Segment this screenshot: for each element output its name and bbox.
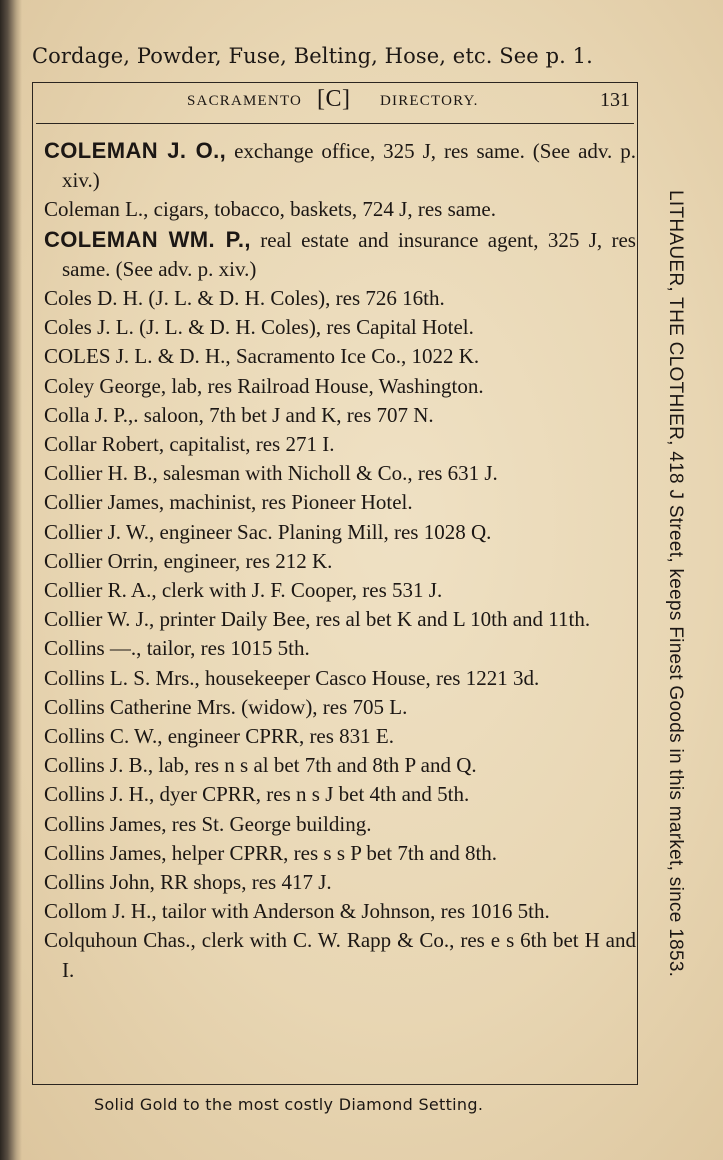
entry-name: Collins L. S. Mrs., bbox=[44, 665, 200, 690]
directory-entry bbox=[44, 839, 636, 868]
entry-name: Collier James, bbox=[44, 490, 165, 515]
directory-entry bbox=[44, 313, 636, 342]
entry-name: Collier R. A., bbox=[44, 578, 157, 603]
directory-entry bbox=[44, 195, 636, 224]
entry-name: Collier W. J., bbox=[44, 607, 155, 632]
entry-name: Collins C. W., bbox=[44, 724, 163, 749]
directory-entry bbox=[44, 634, 636, 663]
directory-entry bbox=[44, 751, 636, 780]
entry-text: engineer Sac. Planing Mill, res 1028 Q. bbox=[154, 519, 492, 544]
bottom-advertisement: Solid Gold to the most costly Diamond Setting. bbox=[94, 1095, 484, 1114]
directory-entry bbox=[44, 810, 636, 839]
top-advertisement: Cordage, Powder, Fuse, Belting, Hose, etc. See p. 1. bbox=[32, 44, 593, 68]
entry-name: Colquhoun Chas., bbox=[44, 928, 196, 953]
entry-text: cigars, tobacco, baskets, 724 J, res same. bbox=[148, 197, 496, 222]
entry-name: Collins —., bbox=[44, 636, 142, 661]
directory-entry bbox=[44, 284, 636, 313]
directory-entry bbox=[44, 926, 636, 984]
entry-text: saloon, 7th bet J and K, res 707 N. bbox=[138, 402, 434, 427]
entry-text: housekeeper Casco House, res 1221 3d. bbox=[199, 665, 540, 690]
entry-text: dyer CPRR, res n s J bet 4th and 5th. bbox=[154, 782, 470, 807]
entry-text: lab, res n s al bet 7th and 8th P and Q. bbox=[153, 753, 477, 778]
page-number: 131 bbox=[600, 89, 630, 111]
entry-text: exchange office, 325 J, res same. (See adv. p. xiv.) bbox=[62, 139, 636, 193]
entry-text: res St. George building. bbox=[166, 811, 372, 836]
directory-entry bbox=[44, 547, 636, 576]
entry-text: RR shops, res 417 J. bbox=[154, 870, 332, 895]
directory-entry bbox=[44, 897, 636, 926]
entry-name: COLEMAN WM. P., bbox=[44, 226, 251, 252]
directory-entry bbox=[44, 722, 636, 751]
directory-entry bbox=[44, 693, 636, 722]
entry-name: Coles D. H. bbox=[44, 286, 144, 311]
entry-name: Collier H. B., bbox=[44, 461, 158, 486]
entry-text: (J. L. & D. H. Coles), res Capital Hotel. bbox=[133, 315, 474, 340]
entry-name: Collins James, bbox=[44, 811, 167, 836]
directory-entry bbox=[44, 342, 636, 371]
entry-text: (J. L. & D. H. Coles), res 726 16th. bbox=[143, 286, 445, 311]
entry-name: Collier J. W., bbox=[44, 519, 155, 544]
entry-name: Collier Orrin, bbox=[44, 548, 159, 573]
entry-text: Sacramento Ice Co., 1022 K. bbox=[230, 344, 480, 369]
entry-text: helper CPRR, res s s P bet 7th and 8th. bbox=[166, 840, 498, 865]
entry-text: real estate and insurance agent, 325 J, res same. (See adv. p. xiv.) bbox=[62, 227, 636, 281]
entry-text: (widow), res 705 L. bbox=[235, 694, 408, 719]
running-head bbox=[32, 86, 638, 122]
entry-name: Collins J. H., bbox=[44, 782, 155, 807]
entry-name: Collins John, bbox=[44, 870, 155, 895]
running-head-city: SACRAMENTO bbox=[187, 93, 303, 109]
entry-text: clerk with C. W. Rapp & Co., res e s 6th bet H and I. bbox=[62, 928, 637, 982]
entry-text: salesman with Nicholl & Co., res 631 J. bbox=[157, 461, 498, 486]
directory-entry bbox=[44, 459, 636, 488]
entry-name: Coleman L., bbox=[44, 197, 149, 222]
entry-text: engineer CPRR, res 831 E. bbox=[162, 724, 395, 749]
entry-name: Collar Robert, bbox=[44, 432, 165, 457]
directory-entry bbox=[44, 518, 636, 547]
directory-entry bbox=[44, 664, 636, 693]
entry-text: capitalist, res 271 I. bbox=[164, 432, 335, 457]
entry-name: COLEMAN J. O., bbox=[44, 138, 227, 163]
side-advertisement: LITHAUER, THE CLOTHIER, 418 J Street, keeps Finest Goods in this market, since 1853. bbox=[665, 190, 686, 978]
entry-text: tailor, res 1015 5th. bbox=[141, 636, 310, 661]
directory-entry bbox=[44, 488, 636, 517]
entry-text: machinist, res Pioneer Hotel. bbox=[164, 490, 413, 515]
running-head-title: DIRECTORY. bbox=[380, 93, 479, 109]
entry-name: Collins James, bbox=[44, 840, 167, 865]
directory-entry bbox=[44, 225, 636, 284]
entry-name: Collom J. H., bbox=[44, 899, 157, 924]
directory-entry bbox=[44, 780, 636, 809]
directory-entries bbox=[44, 136, 636, 985]
book-spine-shadow bbox=[0, 0, 22, 1160]
entry-name: Coles J. L. bbox=[44, 315, 134, 340]
running-head-letter: [C] bbox=[317, 86, 351, 112]
directory-entry bbox=[44, 868, 636, 897]
entry-text: clerk with J. F. Cooper, res 531 J. bbox=[156, 578, 443, 603]
entry-name: Colla J. P.,. bbox=[44, 402, 139, 427]
entry-name: Collins J. B., bbox=[44, 753, 154, 778]
directory-entry bbox=[44, 430, 636, 459]
entry-text: lab, res Railroad House, Washington. bbox=[166, 373, 484, 398]
directory-entry bbox=[44, 576, 636, 605]
entry-name: COLES J. L. & D. H., bbox=[44, 344, 231, 369]
entry-text: engineer, res 212 K. bbox=[158, 548, 333, 573]
entry-text: printer Daily Bee, res al bet K and L 10th and 11th. bbox=[154, 607, 591, 632]
entry-name: Collins Catherine Mrs. bbox=[44, 694, 236, 719]
directory-entry bbox=[44, 401, 636, 430]
directory-entry bbox=[44, 136, 636, 195]
directory-entry bbox=[44, 605, 636, 634]
entry-name: Coley George, bbox=[44, 373, 167, 398]
entry-text: tailor with Anderson & Johnson, res 1016 5th. bbox=[156, 899, 550, 924]
directory-entry bbox=[44, 372, 636, 401]
header-rule bbox=[36, 123, 634, 124]
